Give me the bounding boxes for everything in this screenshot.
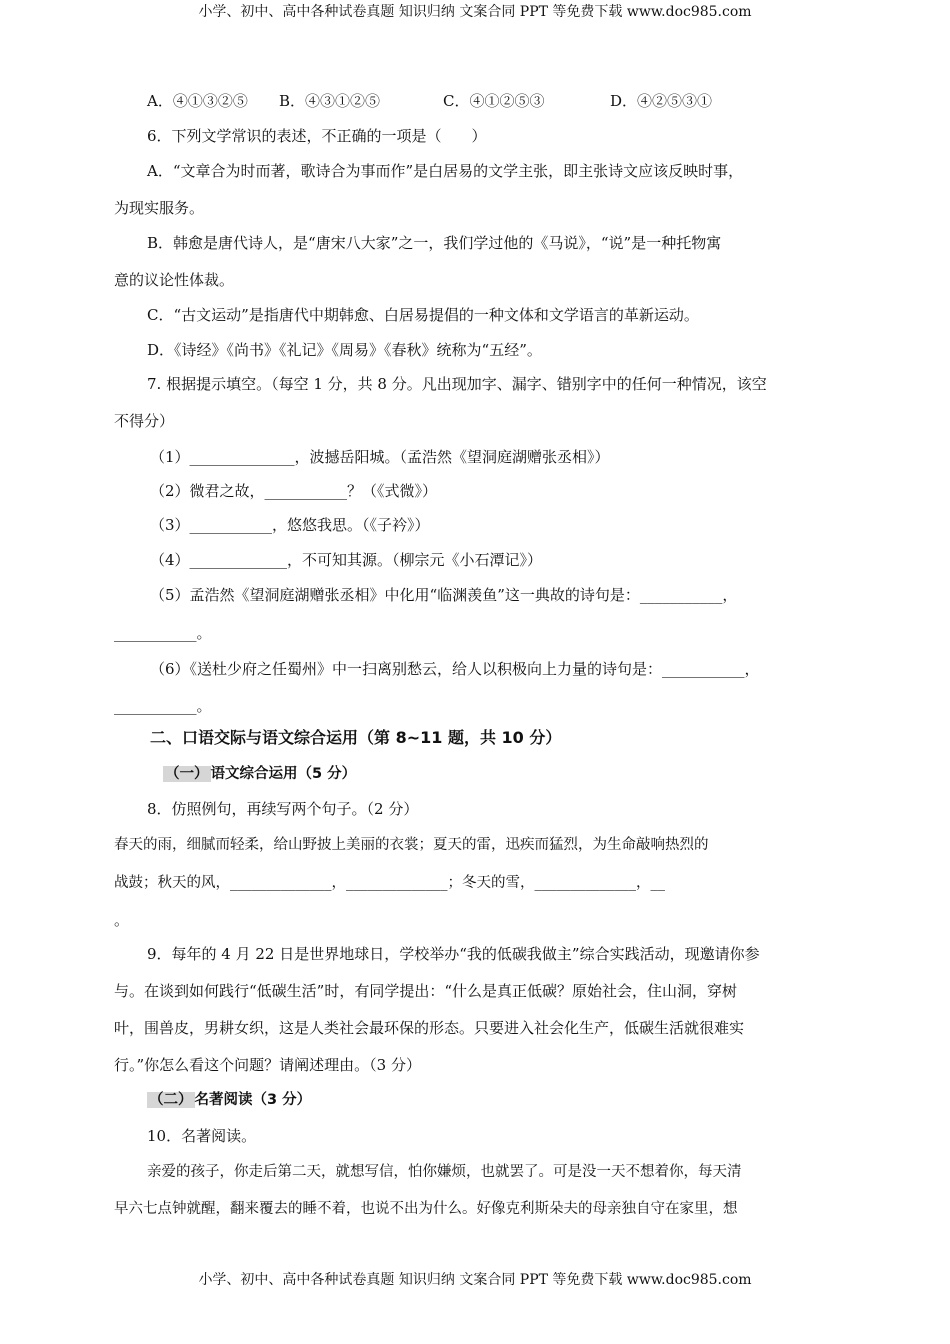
q7-stem-line2: 不得分） (114, 412, 175, 430)
q8-example-line1: 春天的雨，细腻而轻柔，给山野披上美丽的衣裳；夏天的雷，迅疾而猛烈，为生命敲响热烈的 (114, 837, 709, 853)
subsection-1-title: 语文综合运用（5 分） (210, 766, 357, 782)
q10-passage-line2: 早六七点钟就醒，翻来覆去的睡不着，也说不出为什么。好像克利斯朵夫的母亲独自守在家里，想 (114, 1201, 738, 1217)
q8-example-line3: 。 (114, 911, 130, 929)
q6-option-a-line2: 为现实服务。 (114, 199, 205, 217)
header-banner: 小学、初中、高中各种试卷真题 知识归纳 文案合同 PPT 等免费下载 www.doc985.com (198, 4, 752, 20)
subsection-2-heading (147, 1090, 311, 1110)
q8-stem: 8．仿照例句，再续写两个句子。（2 分） (147, 800, 419, 818)
q6-option-b-line1: B．韩愈是唐代诗人，是“唐宋八大家”之一，我们学过他的《马说》，“说”是一种托物寓 (147, 234, 722, 252)
q6-option-c: C．“古文运动”是指唐代中期韩愈、白居易提倡的一种文体和文学语言的革新运动。 (147, 306, 699, 324)
section-2-title: 二、口语交际与语文综合运用（第 8~11 题，共 10 分） (150, 728, 562, 747)
q7-item-6-line1: （6）《送杜少府之任蜀州》中一扫离别愁云，给人以积极向上力量的诗句是：___________， (150, 660, 760, 678)
q7-item-6-line2: ___________。 (114, 697, 212, 715)
q10-passage-line1: 亲爱的孩子，你走后第二天，就想写信，怕你嫌烦，也就罢了。可是没一天不想着你，每天清 (147, 1164, 742, 1180)
q7-item-3: （3）___________，悠悠我思。（《子衿》） (150, 516, 430, 534)
q7-item-5-line1: （5）孟浩然《望洞庭湖赠张丞相》中化用“临渊羡鱼”这一典故的诗句是：___________， (150, 586, 738, 604)
q6-option-d: D．《诗经》《尚书》《礼记》《周易》《春秋》统称为“五经”。 (147, 341, 542, 359)
q9-line4: 行。”你怎么看这个问题？请阐述理由。（3 分） (114, 1056, 421, 1074)
q7-item-5-line2: ___________。 (114, 624, 212, 642)
q5-option-d: D．④②⑤③① (610, 92, 713, 110)
q10-stem: 10．名著阅读。 (147, 1127, 257, 1145)
footer-banner: 小学、初中、高中各种试卷真题 知识归纳 文案合同 PPT 等免费下载 www.doc985.com (198, 1272, 752, 1288)
q5-option-c: C．④①②⑤③ (443, 92, 545, 110)
q6-option-a-line1: A．“文章合为时而著，歌诗合为事而作”是白居易的文学主张，即主张诗文应该反映时事， (147, 162, 744, 180)
q5-option-b: B．④③①②⑤ (279, 92, 381, 110)
q9-line3: 叶，围兽皮，男耕女织，这是人类社会最环保的形态。只要进入社会化生产，低碳生活就很难实 (114, 1019, 745, 1037)
q9-line1: 9．每年的 4 月 22 日是世界地球日，学校举办“我的低碳我做主”综合实践活动，现邀请你参 (147, 945, 760, 963)
q7-item-1: （1）______________，波撼岳阳城。（孟浩然《望洞庭湖赠张丞相》） (150, 448, 610, 466)
q7-item-2: （2）微君之故，___________？（《式微》） (150, 482, 438, 500)
subsection-2-tag: （二） (149, 1092, 193, 1108)
subsection-1-heading (163, 764, 356, 784)
q7-item-4: （4）_____________，不可知其源。（柳宗元《小石潭记》） (150, 551, 543, 569)
subsection-1-tag: （一） (165, 766, 209, 782)
q9-line2: 与。在谈到如何践行“低碳生活”时，有同学提出：“什么是真正低碳？原始社会，住山洞，穿树 (114, 982, 738, 1000)
q6-option-b-line2: 意的议论性体裁。 (114, 271, 235, 289)
q6-stem: 6．下列文学常识的表述，不正确的一项是（ ） (147, 127, 487, 145)
q7-stem-line1: 7. 根据提示填空。（每空 1 分，共 8 分。凡出现加字、漏字、错别字中的任何一种情况，该空 (147, 375, 767, 393)
q8-example-line2: 战鼓；秋天的风，______________，______________；冬天的雪，______________，__ (114, 875, 665, 891)
subsection-2-title: 名著阅读（3 分） (194, 1092, 312, 1108)
q5-option-a: A．④①③②⑤ (147, 92, 248, 110)
